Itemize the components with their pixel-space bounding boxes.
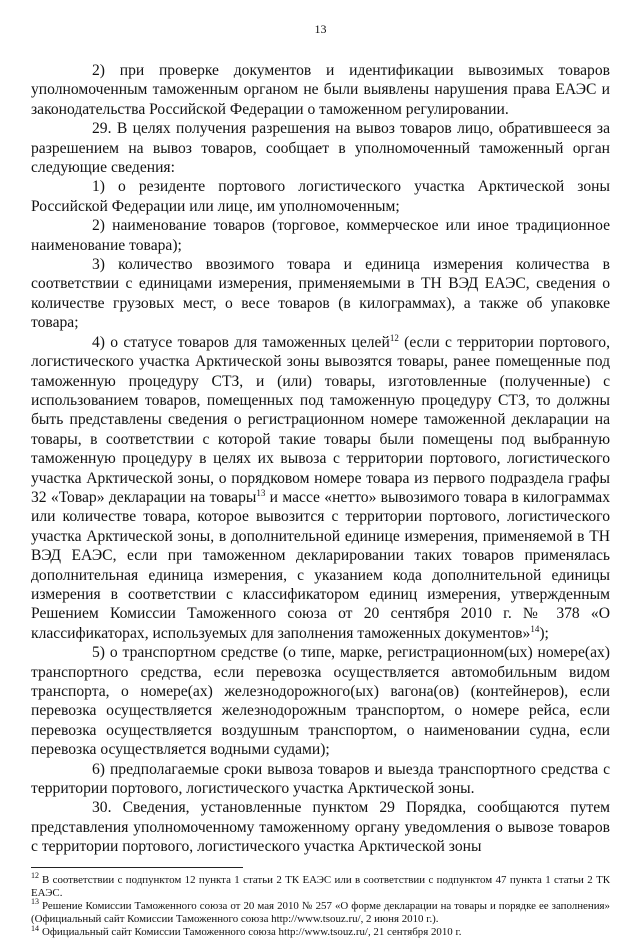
list-item-6: 6) предполагаемые сроки вывоза товаров и выезда транспортного средства с территории портового, логистического участка Арктической зоны.: [31, 760, 610, 798]
list-item-2: 2) наименование товаров (торговое, коммерческое или иное традиционное наименование товара);: [31, 217, 610, 254]
paragraph-30: 30. Сведения, установленные пунктом 29 Порядка, сообщаются путем представления уполномоченному таможенному органу уведомления о вывозе товаров с территории портового, логистического участка Арктической зоны: [31, 799, 610, 856]
paragraph-item-2: 2) при проверке документов и идентификации вывозимых товаров уполномоченным таможенным органом не были выявлены нарушения права ЕАЭС и законодательства Российской Федерации о таможенном регулировании.: [31, 62, 610, 118]
footnote-mark: 14: [31, 923, 39, 933]
footnote-separator: [31, 867, 243, 868]
footnote-12: [31, 871, 610, 900]
paragraph-29: 29. В целях получения разрешения на вывоз товаров лицо, обратившееся за разрешением на вывоз товаров, сообщает в уполномоченный таможенный орган следующие сведения:: [31, 120, 610, 177]
footnote-mark: 12: [31, 871, 39, 881]
footnote-ref-13: 13: [256, 487, 266, 498]
footnote-text: В соответствии с подпунктом 12 пункта 1 статьи 2 ТК ЕАЭС или в соответствии с подпунктом 47 пункта 1 статьи 2 ТК ЕАЭС.: [31, 873, 610, 899]
footnote-13: [31, 897, 610, 926]
list-item-4-text-d: );: [539, 624, 549, 642]
footnote-text: Решение Комиссии Таможенного союза от 20 мая 2010 № 257 «О форме декларации на товары и порядке ее заполнения» (Официальный сайт Комиссии Таможенного союза http://www.tsouz.ru/, 2 июня 2010 г.).: [31, 900, 610, 926]
list-item-5: 5) о транспортном средстве (о типе, марке, регистрационном(ых) номере(ах) транспортного средства, если перевозка осуществляется автомобильным видом транспорта, о номере(ах) железнодорожного(ых) вагона(ов) (контейнеров), если перевозка осуществляется железнодорожным транспортом, о номере рейса, если перевозка осуществляется воздушным транспортом, о наименовании судна, если перевозка осуществляется водными судами);: [31, 644, 610, 759]
list-item-4-text-a: 4) о статусе товаров для таможенных целей: [92, 333, 390, 351]
list-item-1: 1) о резиденте портового логистического участка Арктической зоны Российской Федерации или лице, им уполномоченным;: [31, 178, 610, 215]
list-item-4-text-c: и массе «нетто» вывозимого товара в килограммах или количестве товара, которое вывозится с территории портового, логистического участка Арктической зоны, в дополнительной единице измерения, применяемой в ТН ВЭД ЕАЭС, если при таможенном декларировании таких товаров применялась дополнительная единица измерения, с указанием кода дополнительной единицы измерения в соответствии с классификатором единиц измерения, утвержденным Решением Комиссии Таможенного союза от 20 сентября 2010 г. № 378 «О классификаторах, используемых для заполнения таможенных документов»: [31, 488, 611, 642]
list-item-4-text-b: (если с территории портового, логистического участка Арктической зоны вывозятся товары, ранее помещенные под таможенную процедуру СТЗ, и (или) товары, изготовленные (полученные) с использованием товаров, помещенных под таможенную процедуру СТЗ, то должны быть представлены сведения о регистрационном номере таможенной декларации на товары, в соответствии с которой такие товары были помещены под выбранную таможенную процедуру в целях их вывоза с территории портового, логистического участка Арктической зоны, о порядковом номере товара из первого подраздела графы 32 «Товар» декларации на товары: [31, 333, 610, 506]
list-item-3: 3) количество ввозимого товара и единица измерения количества в соответствии с единицами измерения, применяемыми в ТН ВЭД ЕАЭС, сведения о количестве грузовых мест, о весе товаров (в килограммах), а также об упаковке товара;: [31, 256, 610, 332]
footnote-mark: 13: [31, 897, 39, 907]
footnote-ref-14: 14: [530, 623, 540, 634]
page-number: 13: [314, 22, 327, 36]
footnote-text: Официальный сайт Комиссии Таможенного союза http://www.tsouz.ru/, 21 сентября 2010 г.: [42, 926, 462, 939]
footnote-14: [31, 923, 610, 939]
footnote-ref-12: 12: [389, 332, 399, 343]
list-item-4: [31, 333, 610, 644]
